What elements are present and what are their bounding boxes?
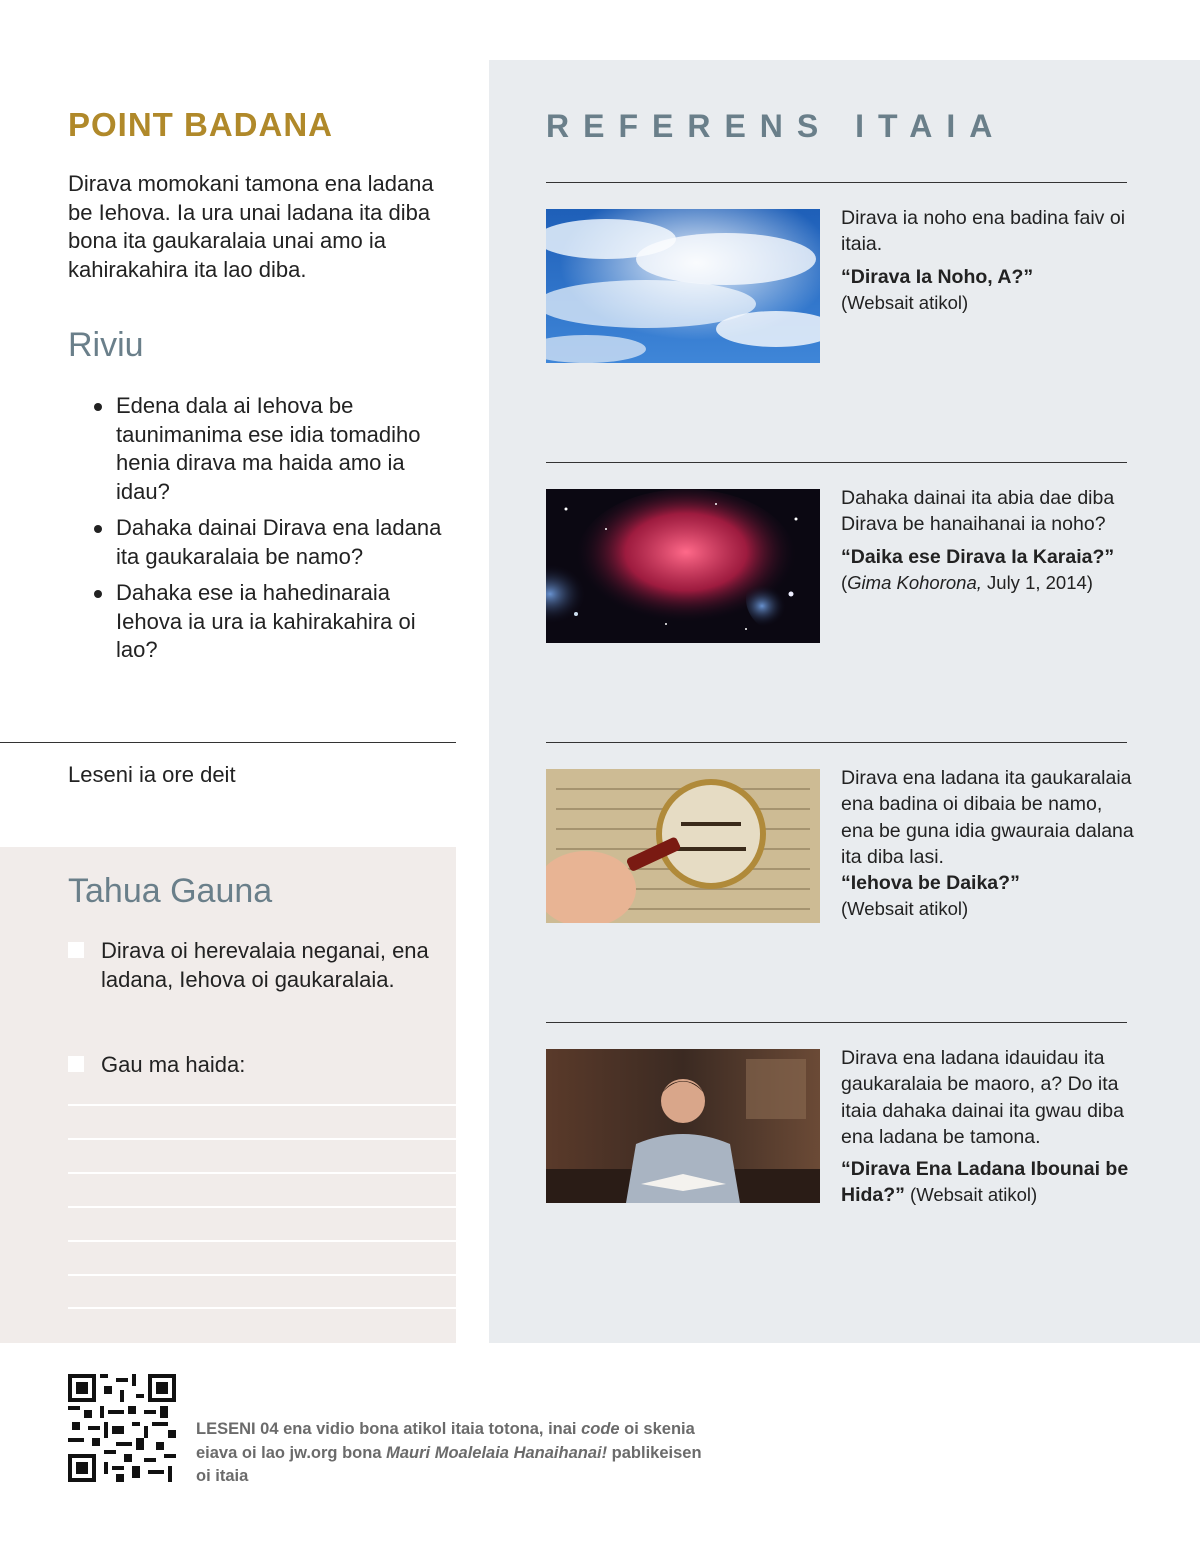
footer-note: LESENI 04 ena vidio bona atikol itaia totona, inai code oi skenia eiava oi lao jw.org bona Mauri Moalelaia Hanaihanai! pablikeisen oi itaia bbox=[196, 1420, 702, 1485]
reference-text bbox=[841, 205, 1136, 316]
riviu-item: Edena dala ai Iehova be taunimanima ese idia tomadiho henia dirava ma haida amo ia idau? bbox=[92, 392, 457, 506]
point-badana-text: Dirava momokani tamona ena ladana be Iehova. Ia ura unai ladana ita diba bona ita gaukaralaia unai amo ia kahirakahira ita lao diba. bbox=[68, 171, 434, 282]
sky-clouds-image[interactable] bbox=[546, 209, 820, 363]
divider bbox=[546, 1022, 1127, 1023]
riviu-title: Riviu bbox=[68, 326, 144, 364]
reference-text bbox=[841, 1045, 1136, 1209]
nebula-image[interactable] bbox=[546, 489, 820, 643]
checkbox[interactable] bbox=[68, 942, 84, 958]
goal-checkbox-row[interactable] bbox=[68, 937, 448, 994]
reference-link-title[interactable]: “Dirava Ia Noho, A?” bbox=[841, 265, 1034, 288]
qr-code[interactable] bbox=[68, 1374, 176, 1482]
reference-link-title[interactable]: “Dirava Ena Ladana Ibounai be Hida?” (Websait atikol) bbox=[841, 1158, 1129, 1207]
write-in-line[interactable] bbox=[68, 1307, 456, 1309]
write-in-line[interactable] bbox=[68, 1206, 456, 1208]
reference-source: (Websait atikol) bbox=[841, 898, 969, 920]
checkbox[interactable] bbox=[68, 1056, 84, 1072]
divider bbox=[546, 182, 1127, 183]
divider bbox=[546, 742, 1127, 743]
lesson-complete-date-label: Leseni ia ore deit bbox=[68, 762, 236, 787]
referens-title: REFERENS ITAIA bbox=[546, 108, 1007, 144]
point-badana-title: POINT BADANA bbox=[68, 106, 333, 143]
reference-description: Dirava ena ladana idauidau ita gaukaralaia be maoro, a? Do ita itaia dahaka dainai ita gwau diba ena ladana be tamona. bbox=[841, 1047, 1124, 1148]
reference-link-title[interactable]: “Daika ese Dirava Ia Karaia?” bbox=[841, 545, 1115, 568]
reference-source: (Websait atikol) bbox=[841, 291, 969, 313]
write-in-line[interactable] bbox=[68, 1172, 456, 1174]
reference-link-title[interactable]: “Iehova be Daika?” bbox=[841, 872, 1020, 895]
reference-description: Dirava ia noho ena badina faiv oi itaia. bbox=[841, 207, 1126, 256]
write-in-line[interactable] bbox=[68, 1274, 456, 1276]
write-in-line[interactable] bbox=[68, 1104, 456, 1106]
write-in-line[interactable] bbox=[68, 1240, 456, 1242]
reference-text bbox=[841, 485, 1136, 596]
riviu-item: Dahaka dainai Dirava ena ladana ita gaukaralaia be namo? bbox=[92, 514, 457, 571]
other-goal-checkbox-row[interactable] bbox=[68, 1051, 448, 1080]
man-reading-image[interactable] bbox=[546, 1049, 820, 1203]
riviu-item: Dahaka ese ia hahedinaraia Iehova ia ura ia kahirakahira oi lao? bbox=[92, 579, 457, 665]
reference-description: Dahaka dainai ita abia dae diba Dirava be hanaihanai ia noho? bbox=[841, 487, 1115, 536]
divider bbox=[0, 742, 456, 743]
tahua-gauna-title: Tahua Gauna bbox=[68, 872, 273, 910]
goal-label: Dirava oi herevalaia neganai, ena ladana, Iehova oi gaukaralaia. bbox=[101, 938, 429, 992]
reference-source: (Gima Kohorona, July 1, 2014) bbox=[841, 571, 1093, 593]
riviu-list bbox=[92, 392, 457, 673]
reference-source: (Websait atikol) bbox=[904, 1184, 1038, 1206]
goal-label: Gau ma haida: bbox=[101, 1052, 246, 1077]
tahua-gauna-panel bbox=[0, 847, 456, 1343]
reference-text bbox=[841, 765, 1136, 923]
divider bbox=[546, 462, 1127, 463]
write-in-line[interactable] bbox=[68, 1138, 456, 1140]
magnifier-hebrew-image[interactable] bbox=[546, 769, 820, 923]
reference-description: Dirava ena ladana ita gaukaralaia ena badina oi dibaia be namo, ena be guna idia gwauraia dalana ita diba lasi. bbox=[841, 767, 1134, 868]
